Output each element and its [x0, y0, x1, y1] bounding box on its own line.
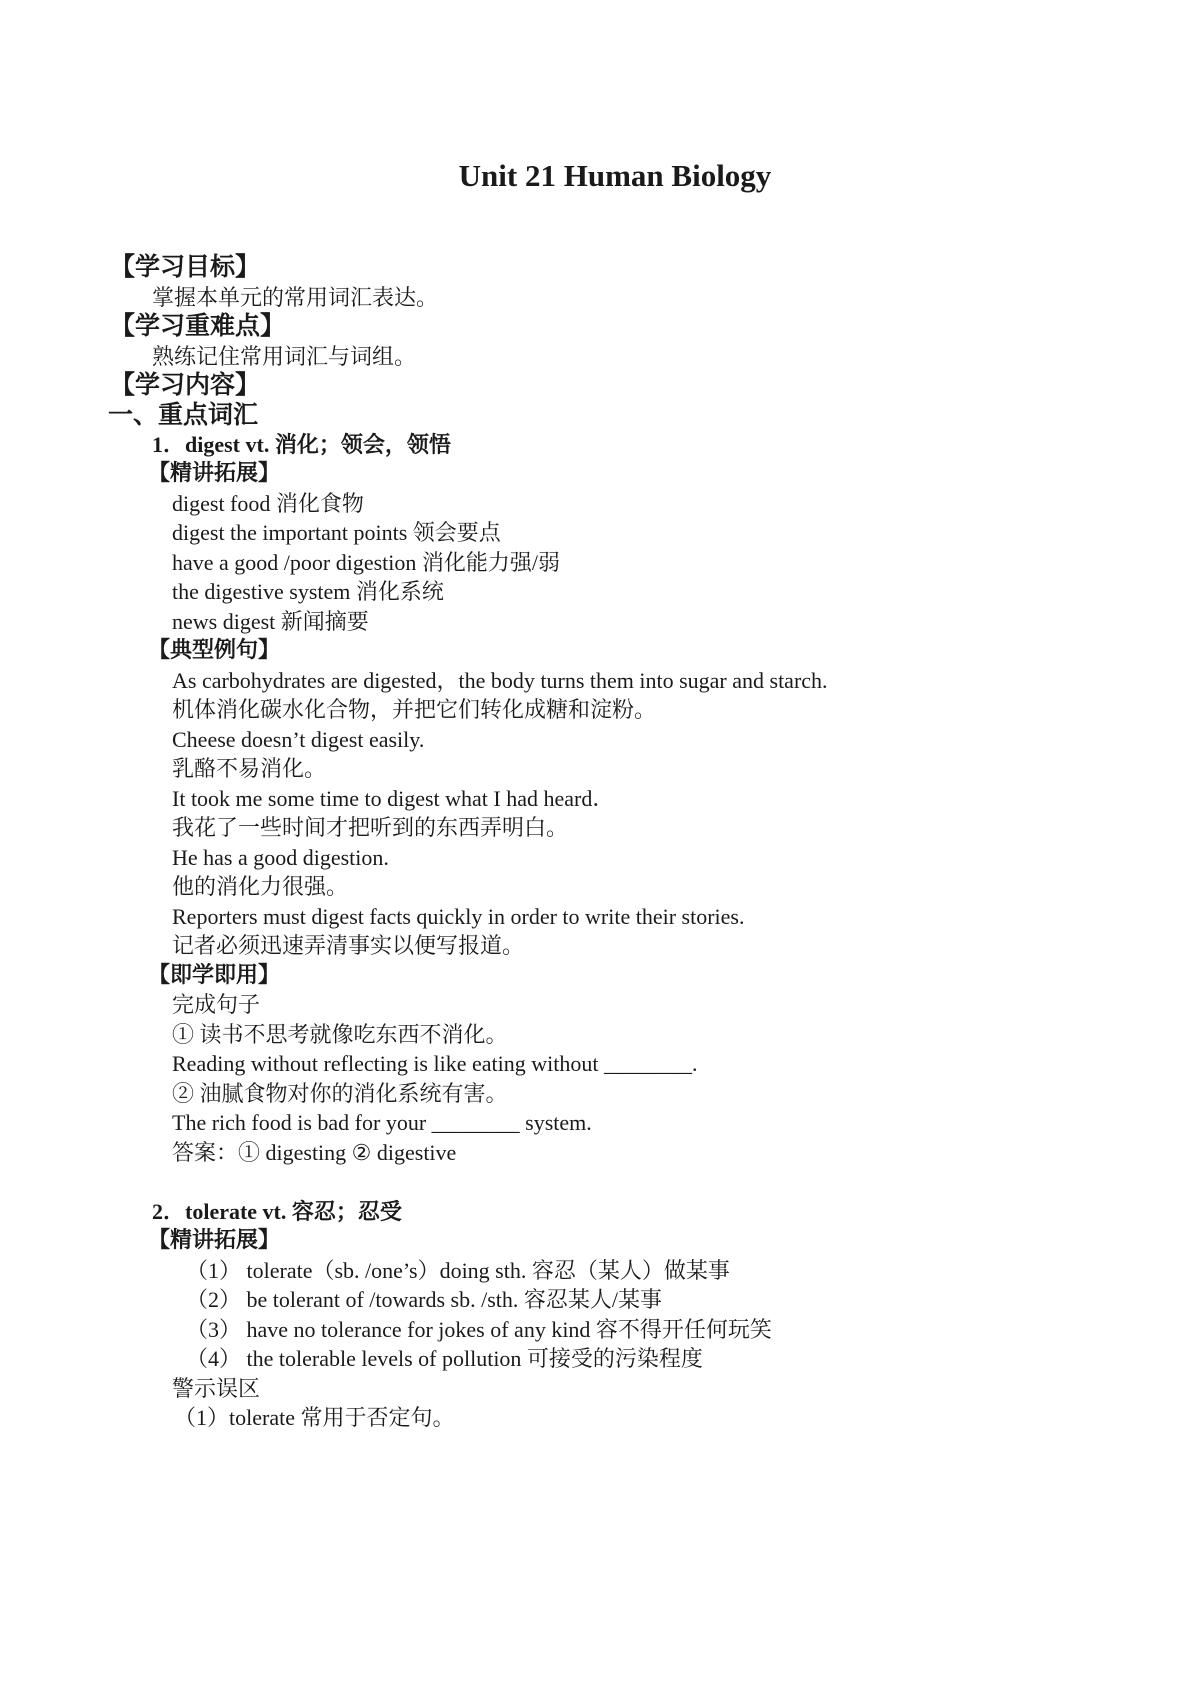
- expand-item: （3） have no tolerance for jokes of any kind 容不得开任何玩笑: [186, 1317, 772, 1342]
- example-line: It took me some time to digest what I had heard．: [172, 786, 615, 811]
- phrase-line: digest food 消化食物: [172, 491, 364, 516]
- example-line: As carbohydrates are digested，the body turns them into sugar and starch.: [172, 668, 828, 693]
- examples-label: 【典型例句】: [148, 638, 281, 663]
- content-heading: 【学习内容】: [110, 370, 261, 399]
- section-heading: 一、重点词汇: [108, 400, 259, 429]
- warning-item: （1）tolerate 常用于否定句。: [174, 1405, 455, 1430]
- example-line: He has a good digestion.: [172, 845, 389, 870]
- example-line: 乳酪不易消化。: [172, 756, 327, 781]
- practice-line: Reading without reflecting is like eating without ________.: [172, 1051, 698, 1076]
- example-line: Cheese doesn’t digest easily.: [172, 727, 425, 752]
- phrase-line: digest the important points 领会要点: [172, 520, 501, 545]
- page-title: Unit 21 Human Biology: [458, 158, 772, 193]
- expand-item: （1） tolerate（sb. /one’s）doing sth. 容忍（某人）做某事: [186, 1258, 730, 1283]
- practice-line: ① 读书不思考就像吃东西不消化。: [172, 1022, 508, 1047]
- example-line: 机体消化碳水化合物，并把它们转化成糖和淀粉。: [172, 697, 657, 722]
- practice-label: 【即学即用】: [148, 963, 281, 988]
- phrase-line: have a good /poor digestion 消化能力强/弱: [172, 550, 561, 575]
- example-line: Reporters must digest facts quickly in order to write their stories.: [172, 904, 745, 929]
- objectives-text: 掌握本单元的常用词汇表达。: [152, 285, 439, 310]
- word-heading-digest: 1．digest vt. 消化；领会，领悟: [152, 432, 451, 457]
- expand-item: （4） the tolerable levels of pollution 可接受的污染程度: [186, 1346, 703, 1371]
- answer-line: 答案：① digesting ② digestive: [172, 1140, 457, 1165]
- practice-line: ② 油腻食物对你的消化系统有害。: [172, 1081, 508, 1106]
- key-points-heading: 【学习重难点】: [110, 311, 286, 340]
- practice-line: The rich food is bad for your ________ system.: [172, 1110, 592, 1135]
- example-line: 他的消化力很强。: [172, 874, 349, 899]
- key-points-text: 熟练记住常用词汇与词组。: [152, 344, 417, 369]
- practice-line: 完成句子: [172, 992, 261, 1017]
- word-heading-tolerate: 2．tolerate vt. 容忍；忍受: [152, 1199, 402, 1224]
- objectives-heading: 【学习目标】: [110, 252, 261, 281]
- example-line: 记者必须迅速弄清事实以便写报道。: [172, 933, 525, 958]
- phrase-line: the digestive system 消化系统: [172, 579, 444, 604]
- example-line: 我花了一些时间才把听到的东西弄明白。: [172, 815, 569, 840]
- expand-item: （2） be tolerant of /towards sb. /sth. 容忍某人/某事: [186, 1287, 663, 1312]
- expand-label: 【精讲拓展】: [148, 461, 281, 486]
- phrase-line: news digest 新闻摘要: [172, 609, 369, 634]
- expand-label: 【精讲拓展】: [148, 1228, 281, 1253]
- warning-label: 警示误区: [172, 1376, 261, 1401]
